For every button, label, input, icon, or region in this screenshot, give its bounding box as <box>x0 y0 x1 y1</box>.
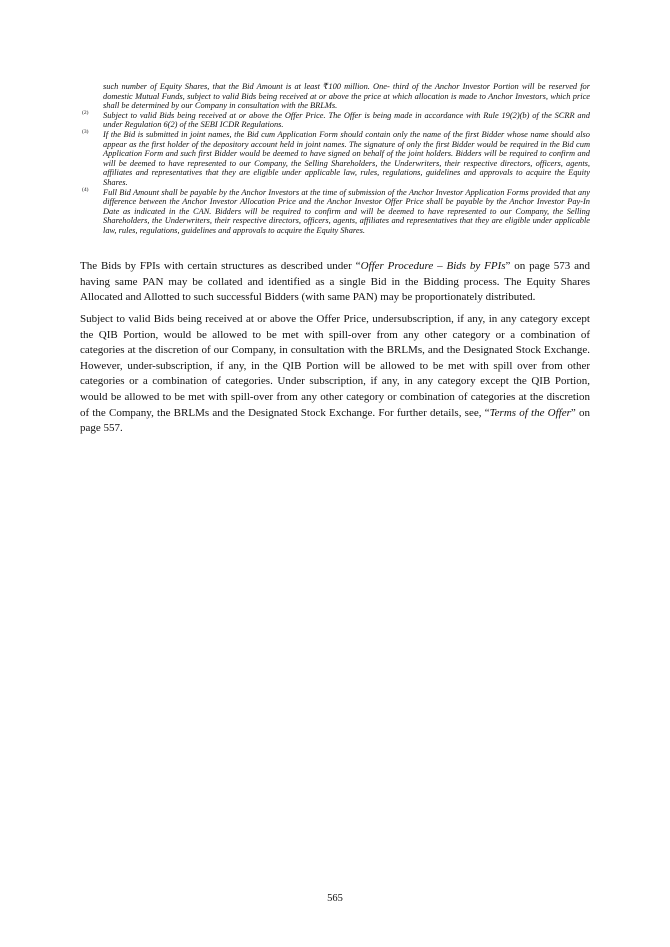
footnote-2: (2) Subject to valid Bids being received at or above the Offer Price. The Offer is being made in accordance with Rule 19(2)(b) of the SCRR and under Regulation 6(2) of the SEBI ICDR Regulations. <box>82 109 590 130</box>
cross-reference: Offer Procedure – Bids by FPIs <box>360 260 506 272</box>
paragraph-undersubscription: Subject to valid Bids being received at or above the Offer Price, undersubscription, if any, in any category except the QIB Portion, would be allowed to be met with spill-over from any other category or a combination of categories at the discretion of our Company, in consultation with the BRLMs, and the Designated Stock Exchange. However, under-subscription, if any, in the QIB Portion will be allowed to be met with spill over from other categories or a combination of categories. Under subscription, if any, in any category except the QIB Portion, would be allowed to be met with spill-over from any other category or combination of categories at the discretion of the Company, the BRLMs and the Designated Stock Exchange. For further details, see, “Terms of the Offer” on page 557. <box>80 313 590 435</box>
paragraph-fpi-bids: The Bids by FPIs with certain structures as described under “Offer Procedure – Bids by FPIs” on page 573 and having same PAN may be collated and identified as a single Bid in the Bidding process. The Equity Shares Allocated and Allotted to such successful Bidders (with same PAN) may be proportionately distributed. <box>80 260 591 304</box>
footnote-marker: (3) <box>82 128 89 135</box>
footnote-1-continued: such number of Equity Shares, that the Bid Amount is at least ₹100 million. One- third of the Anchor Investor Portion will be reserved for domestic Mutual Funds, subject to valid Bids being received at or above the price at which allocation is made to Anchor Investors, which price shall be determined by our Company in consultation with the BRLMs. <box>103 82 590 111</box>
footnote-marker: (4) <box>82 186 89 193</box>
page-number: 565 <box>327 893 343 904</box>
footnote-3: (3) If the Bid is submitted in joint names, the Bid cum Application Form should contain only the name of the first Bidder whose name should also appear as the first holder of the depository account held in joint names. The signature of only the first Bidder would be required in the Bid cum Application Form and such first Bidder would be deemed to have signed on behalf of the joint holders. Bidders will be required to confirm and will be deemed to have represented to our Company, the Selling Shareholders, the Underwriters, their respective directors, officers, agents, affiliates and representatives that they are eligible under applicable law, rules, regulations, guidelines and approvals to acquire the Equity Shares. <box>82 128 590 187</box>
footnotes <box>82 82 590 236</box>
footnote-marker: (2) <box>82 109 89 116</box>
cross-reference: Terms of the Offer <box>489 406 571 419</box>
footnote-4: (4) Full Bid Amount shall be payable by the Anchor Investors at the time of submission of the Anchor Investor Application Forms provided that any difference between the Anchor Investor Allocation Price and the Anchor Investor Offer Price shall be payable by the Anchor Investor Pay-In Date as indicated in the CAN. Bidders will be required to confirm and will be deemed to have represented to our Company, the Selling Shareholders, the Underwriters, their respective directors, officers, agents, affiliates and representatives that they are eligible under applicable law, rules, regulations, guidelines and approvals to acquire the Equity Shares. <box>82 186 590 235</box>
